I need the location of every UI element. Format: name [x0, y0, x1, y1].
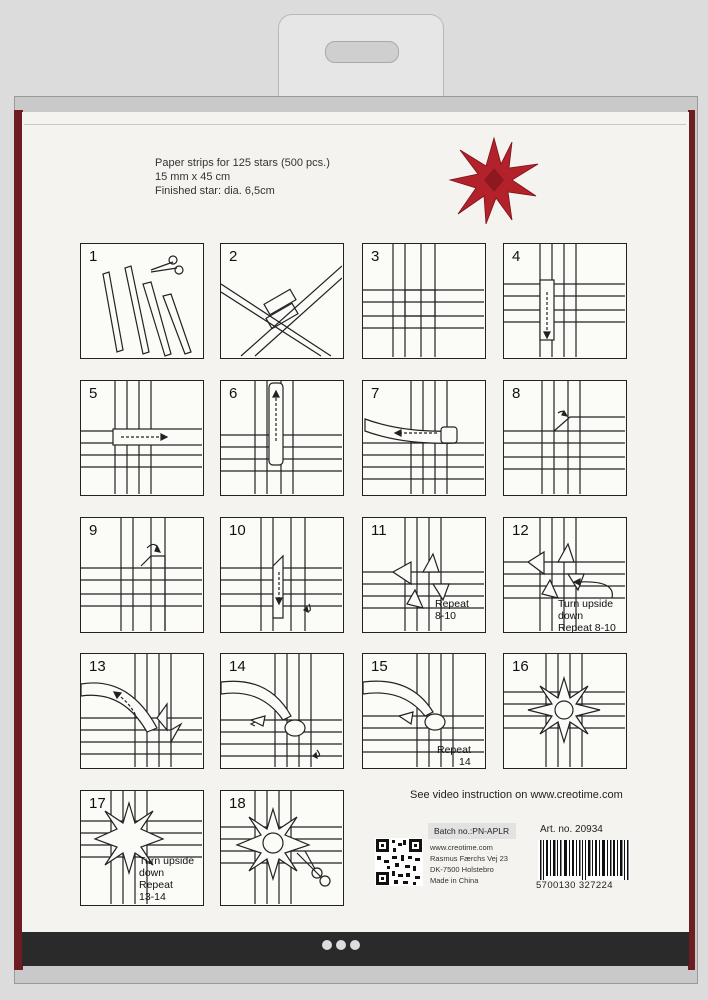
product-info [155, 156, 330, 198]
icon-dot [350, 940, 360, 950]
ean-number: 5700130 327224 [536, 880, 613, 891]
step-2 [220, 243, 344, 359]
step-10 [220, 517, 344, 633]
video-instruction-text: See video instruction on www.creotime.com [410, 789, 623, 801]
note-line: 14 [459, 756, 471, 768]
note-line: 8-10 [435, 610, 457, 622]
red-strip-edge-right [688, 110, 695, 970]
step-17 [80, 790, 204, 906]
step-number: 14 [229, 658, 246, 675]
step-number: 5 [89, 385, 98, 402]
step-number: 8 [512, 385, 521, 402]
note-line: 13-14 [139, 891, 166, 903]
batch-number-label: Batch no.:PN-APLR [428, 823, 516, 839]
step-number: 6 [229, 385, 238, 402]
step-6-drawing [221, 381, 342, 494]
info-line: Finished star: dia. 6,5cm [155, 185, 275, 197]
step-3 [362, 243, 486, 359]
step-number: 12 [512, 522, 529, 539]
info-line: Paper strips for 125 stars (500 pcs.) [155, 157, 330, 169]
step-note [437, 744, 471, 768]
step-7-drawing [363, 381, 484, 494]
step-number: 10 [229, 522, 246, 539]
step-number: 16 [512, 658, 529, 675]
step-number: 3 [371, 248, 380, 265]
step-2-drawing [221, 244, 342, 357]
step-number: 7 [371, 385, 380, 402]
note-line: down [558, 610, 584, 622]
step-16 [503, 653, 627, 769]
step-4 [503, 243, 627, 359]
step-number: 17 [89, 795, 106, 812]
step-8 [503, 380, 627, 496]
step-note [558, 598, 616, 633]
note-line: Repeat 8-10 [558, 622, 616, 633]
step-8-drawing [504, 381, 625, 494]
address-line: Rasmus Færchs Vej 23 [430, 854, 508, 863]
step-4-drawing [504, 244, 625, 357]
step-number: 13 [89, 658, 106, 675]
step-7 [362, 380, 486, 496]
step-18 [220, 790, 344, 906]
qr-code [375, 838, 423, 886]
step-number: 18 [229, 795, 246, 812]
step-5 [80, 380, 204, 496]
bottom-icons [322, 940, 360, 950]
step-1 [80, 243, 204, 359]
sleeve-fold-line [24, 124, 686, 125]
step-number: 2 [229, 248, 238, 265]
step-9-drawing [81, 518, 202, 631]
note-line: Repeat [437, 744, 471, 756]
step-note [435, 598, 469, 622]
icon-dot [322, 940, 332, 950]
step-3-drawing [363, 244, 484, 357]
step-15 [362, 653, 486, 769]
step-11 [362, 517, 486, 633]
note-line: Turn upside [558, 598, 614, 610]
hang-slot [325, 41, 399, 63]
manufacturer-address [430, 842, 508, 886]
step-number: 15 [371, 658, 388, 675]
paper-star-image [446, 134, 542, 226]
step-number: 9 [89, 522, 98, 539]
step-13 [80, 653, 204, 769]
step-number: 1 [89, 248, 98, 265]
step-6 [220, 380, 344, 496]
note-line: Repeat [435, 598, 469, 610]
address-line: DK-7500 Holstebro [430, 865, 494, 874]
address-line: Made in China [430, 876, 479, 885]
step-9 [80, 517, 204, 633]
note-line: Turn upside [139, 855, 195, 867]
step-number: 4 [512, 248, 521, 265]
step-note [139, 855, 194, 903]
step-5-drawing [81, 381, 202, 494]
note-line: down [139, 867, 165, 879]
step-14 [220, 653, 344, 769]
article-number: Art. no. 20934 [540, 824, 603, 835]
icon-dot [336, 940, 346, 950]
step-12 [503, 517, 627, 633]
barcode [538, 840, 630, 880]
step-number: 11 [371, 522, 387, 539]
info-line: 15 mm x 45 cm [155, 171, 231, 183]
step-1-drawing [81, 244, 202, 357]
address-line: www.creotime.com [430, 843, 493, 852]
note-line: Repeat [139, 879, 173, 891]
